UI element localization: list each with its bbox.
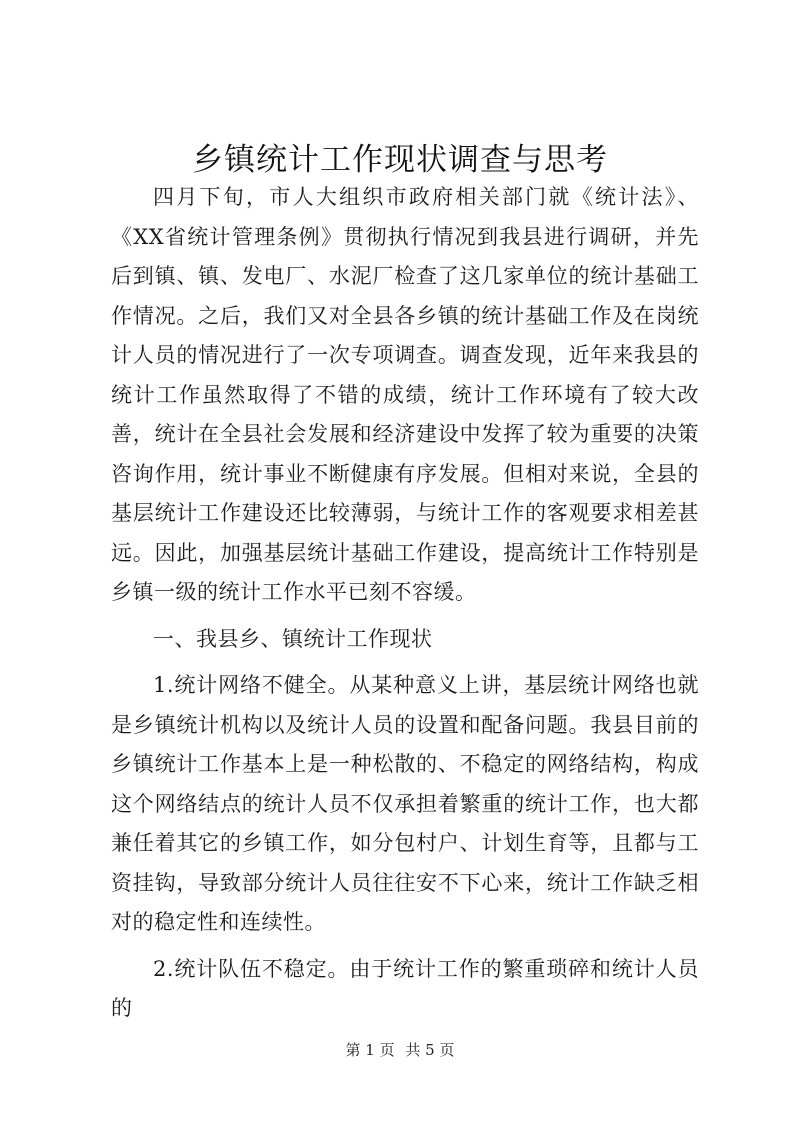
page-footer (0, 1040, 800, 1060)
page-total: 共 5 页 (405, 1041, 455, 1059)
document-body (111, 178, 699, 1029)
section-heading: 一、我县乡、镇统计工作现状 (153, 626, 433, 651)
page-number: 第 1 页 (345, 1041, 395, 1059)
intro-paragraph: 四月下旬，市人大组织市政府相关部门就《统计法》、《XX省统计管理条例》贯彻执行情况到我县进行调研，并先后到镇、镇、发电厂、水泥厂检查了这几家单位的统计基础工作情况。之后，我们又对全县各乡镇的统计基础工作及在岗统计人员的情况进行了一次专项调查。调查发现，近年来我县的统计工作虽然取得了不错的成绩，统计工作环境有了较大改善，统计在全县社会发展和经济建设中发挥了较为重要的决策咨询作用，统计事业不断健康有序发展。但相对来说，全县的基层统计工作建设还比较薄弱，与统计工作的客观要求相差甚远。因此，加强基层统计基础工作建设，提高统计工作特别是乡镇一级的统计工作水平已刻不容缓。 (111, 185, 699, 604)
point-2-paragraph: 2.统计队伍不稳定。由于统计工作的繁重琐碎和统计人员的 (111, 956, 699, 1020)
point-1-paragraph: 1.统计网络不健全。从某种意义上讲，基层统计网络也就是乡镇统计机构以及统计人员的设置和配备问题。我县目前的乡镇统计工作基本上是一种松散的、不稳定的网络结构，构成这个网络结点的统计人员不仅承担着繁重的统计工作，也大都兼任着其它的乡镇工作，如分包村户、计划生育等，且都与工资挂钩，导致部分统计人员往往安不下心来，统计工作缺乏相对的稳定性和连续性。 (111, 673, 699, 934)
document-title: 乡镇统计工作现状调查与思考 (192, 142, 608, 178)
